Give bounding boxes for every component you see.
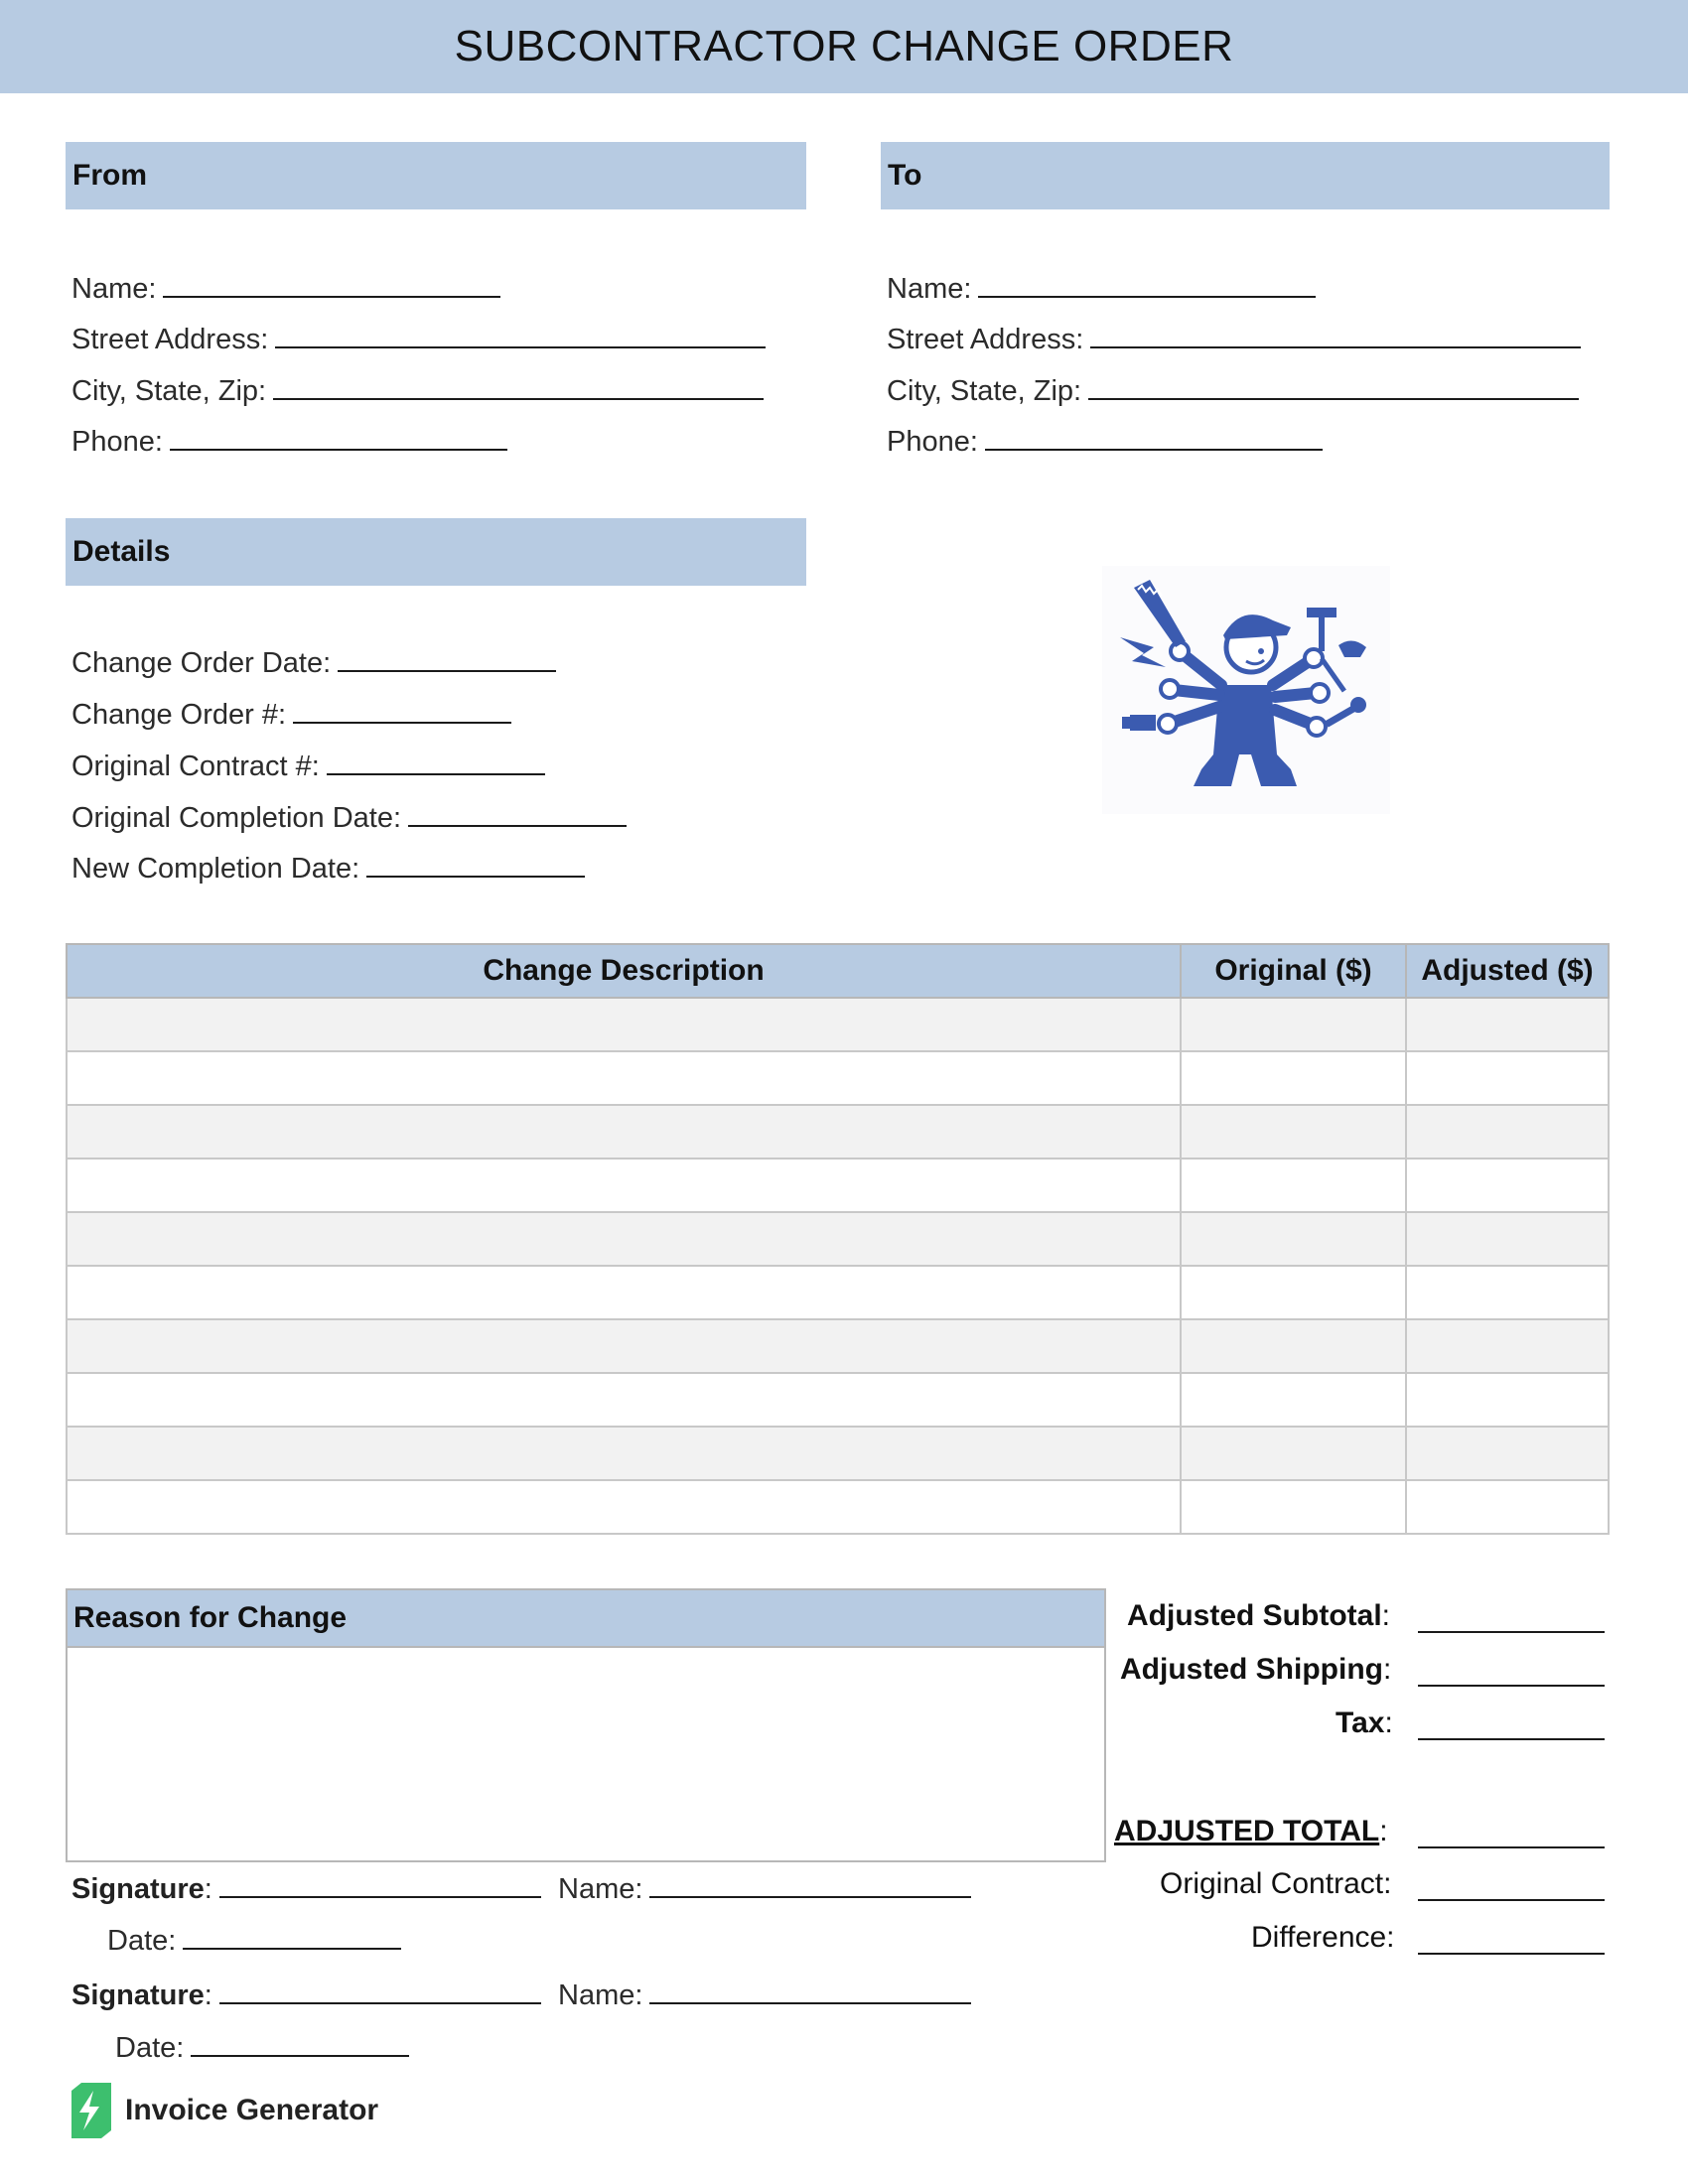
adjusted-cell[interactable] [1406, 1105, 1609, 1159]
page-title: SUBCONTRACTOR CHANGE ORDER [454, 22, 1234, 70]
to-name-label: Name: [887, 273, 972, 305]
tax-label: Tax: [1336, 1706, 1393, 1739]
from-phone-line[interactable] [170, 419, 507, 451]
original-contract-label: Original Contract: [1160, 1867, 1392, 1900]
adjusted-cell[interactable] [1406, 1212, 1609, 1266]
col-adjusted: Adjusted ($) [1406, 944, 1609, 998]
to-name-field[interactable] [887, 266, 1316, 309]
to-phone-label: Phone: [887, 426, 978, 458]
to-city-line[interactable] [1088, 368, 1579, 400]
date-2-field[interactable] [115, 2025, 409, 2068]
from-street-label: Street Address: [71, 324, 269, 355]
signature-1-field[interactable]: Signature: [71, 1866, 541, 1909]
name-2-line[interactable] [649, 1973, 971, 2004]
original-completion-date-field[interactable] [71, 795, 627, 838]
adjusted-cell[interactable] [1406, 1427, 1609, 1480]
adjusted-subtotal-label: Adjusted Subtotal: [1127, 1599, 1390, 1632]
tax-line[interactable] [1418, 1738, 1605, 1740]
brand-name: Invoice Generator [125, 2094, 379, 2126]
description-cell[interactable] [67, 1159, 1181, 1212]
to-street-line[interactable] [1090, 317, 1581, 348]
date-2-label: Date: [115, 2032, 185, 2064]
from-city-field[interactable] [71, 368, 764, 411]
change-order-date-field[interactable] [71, 640, 556, 683]
original-contract-number-line[interactable] [327, 744, 545, 775]
table-row [67, 1319, 1609, 1373]
name-1-line[interactable] [649, 1866, 971, 1898]
original-completion-date-line[interactable] [408, 795, 627, 827]
table-row [67, 1480, 1609, 1534]
date-1-line[interactable] [183, 1918, 401, 1950]
adjusted-cell[interactable] [1406, 998, 1609, 1051]
adjusted-total-line[interactable] [1418, 1846, 1605, 1848]
to-phone-field[interactable] [887, 419, 1323, 462]
from-header: From [66, 142, 806, 209]
table-row [67, 1266, 1609, 1319]
new-completion-date-field[interactable] [71, 846, 585, 888]
original-cell[interactable] [1181, 1266, 1406, 1319]
description-cell[interactable] [67, 1373, 1181, 1427]
original-cell[interactable] [1181, 1212, 1406, 1266]
to-city-label: City, State, Zip: [887, 375, 1082, 407]
to-phone-line[interactable] [985, 419, 1323, 451]
to-header: To [881, 142, 1610, 209]
original-contract-line[interactable] [1418, 1899, 1605, 1901]
details-header: Details [66, 518, 806, 586]
name-1-label: Name: [558, 1873, 643, 1905]
description-cell[interactable] [67, 998, 1181, 1051]
to-street-label: Street Address: [887, 324, 1084, 355]
adjusted-cell[interactable] [1406, 1373, 1609, 1427]
handyman-logo [1102, 566, 1390, 814]
change-order-number-label: Change Order #: [71, 699, 287, 731]
signature-2-line[interactable] [219, 1973, 541, 2004]
date-1-label: Date: [107, 1925, 177, 1957]
from-name-field[interactable] [71, 266, 500, 309]
col-change-description: Change Description [67, 944, 1181, 998]
from-city-line[interactable] [273, 368, 764, 400]
signature-1-line[interactable] [219, 1866, 541, 1898]
adjusted-cell[interactable] [1406, 1266, 1609, 1319]
lightning-bolt-icon [68, 2083, 111, 2138]
change-order-number-field[interactable] [71, 692, 511, 735]
original-contract-number-label: Original Contract #: [71, 751, 320, 782]
adjusted-total-label: ADJUSTED TOTAL: [1114, 1815, 1388, 1847]
reason-for-change-header: Reason for Change [68, 1590, 1104, 1648]
col-original: Original ($) [1181, 944, 1406, 998]
difference-label: Difference: [1251, 1921, 1395, 1954]
signature-2-field[interactable]: Signature: [71, 1973, 541, 2015]
table-row [67, 1159, 1609, 1212]
description-cell[interactable] [67, 1480, 1181, 1534]
change-order-date-label: Change Order Date: [71, 647, 332, 679]
adjusted-shipping-line[interactable] [1418, 1685, 1605, 1687]
original-contract-number-field[interactable] [71, 744, 545, 786]
reason-for-change-box[interactable] [66, 1588, 1106, 1862]
title-banner [0, 0, 1688, 93]
table-row [67, 1427, 1609, 1480]
original-cell[interactable] [1181, 1159, 1406, 1212]
original-cell[interactable] [1181, 1319, 1406, 1373]
to-city-field[interactable] [887, 368, 1579, 411]
original-cell[interactable] [1181, 1051, 1406, 1105]
description-cell[interactable] [67, 1105, 1181, 1159]
from-street-field[interactable] [71, 317, 766, 359]
original-completion-date-label: Original Completion Date: [71, 802, 402, 834]
invoice-generator-brand [68, 2083, 378, 2138]
from-street-line[interactable] [275, 317, 766, 348]
original-cell[interactable] [1181, 1480, 1406, 1534]
description-cell[interactable] [67, 1266, 1181, 1319]
date-2-line[interactable] [191, 2025, 409, 2057]
from-phone-field[interactable] [71, 419, 507, 462]
from-city-label: City, State, Zip: [71, 375, 267, 407]
name-1-field[interactable] [558, 1866, 971, 1909]
description-cell[interactable] [67, 1427, 1181, 1480]
adjusted-shipping-label: Adjusted Shipping: [1120, 1653, 1392, 1686]
change-order-number-line[interactable] [293, 692, 511, 724]
original-cell[interactable] [1181, 1427, 1406, 1480]
original-cell[interactable] [1181, 1373, 1406, 1427]
from-name-line[interactable] [163, 266, 500, 298]
description-cell[interactable] [67, 1319, 1181, 1373]
table-row [67, 1212, 1609, 1266]
original-cell[interactable] [1181, 998, 1406, 1051]
new-completion-date-line[interactable] [366, 846, 585, 878]
from-name-label: Name: [71, 273, 157, 305]
name-2-field[interactable] [558, 1973, 971, 2015]
from-phone-label: Phone: [71, 426, 163, 458]
table-row [67, 1373, 1609, 1427]
change-table [66, 943, 1610, 1535]
adjusted-cell[interactable] [1406, 1051, 1609, 1105]
original-cell[interactable] [1181, 1105, 1406, 1159]
to-name-line[interactable] [978, 266, 1316, 298]
date-1-field[interactable] [107, 1918, 401, 1961]
description-cell[interactable] [67, 1212, 1181, 1266]
to-street-field[interactable] [887, 317, 1581, 359]
adjusted-cell[interactable] [1406, 1480, 1609, 1534]
difference-line[interactable] [1418, 1953, 1605, 1955]
adjusted-cell[interactable] [1406, 1159, 1609, 1212]
change-order-date-line[interactable] [338, 640, 556, 672]
table-row [67, 998, 1609, 1051]
description-cell[interactable] [67, 1051, 1181, 1105]
table-row [67, 1105, 1609, 1159]
adjusted-cell[interactable] [1406, 1319, 1609, 1373]
adjusted-subtotal-line[interactable] [1418, 1631, 1605, 1633]
table-row [67, 1051, 1609, 1105]
name-2-label: Name: [558, 1979, 643, 2011]
new-completion-date-label: New Completion Date: [71, 853, 360, 885]
